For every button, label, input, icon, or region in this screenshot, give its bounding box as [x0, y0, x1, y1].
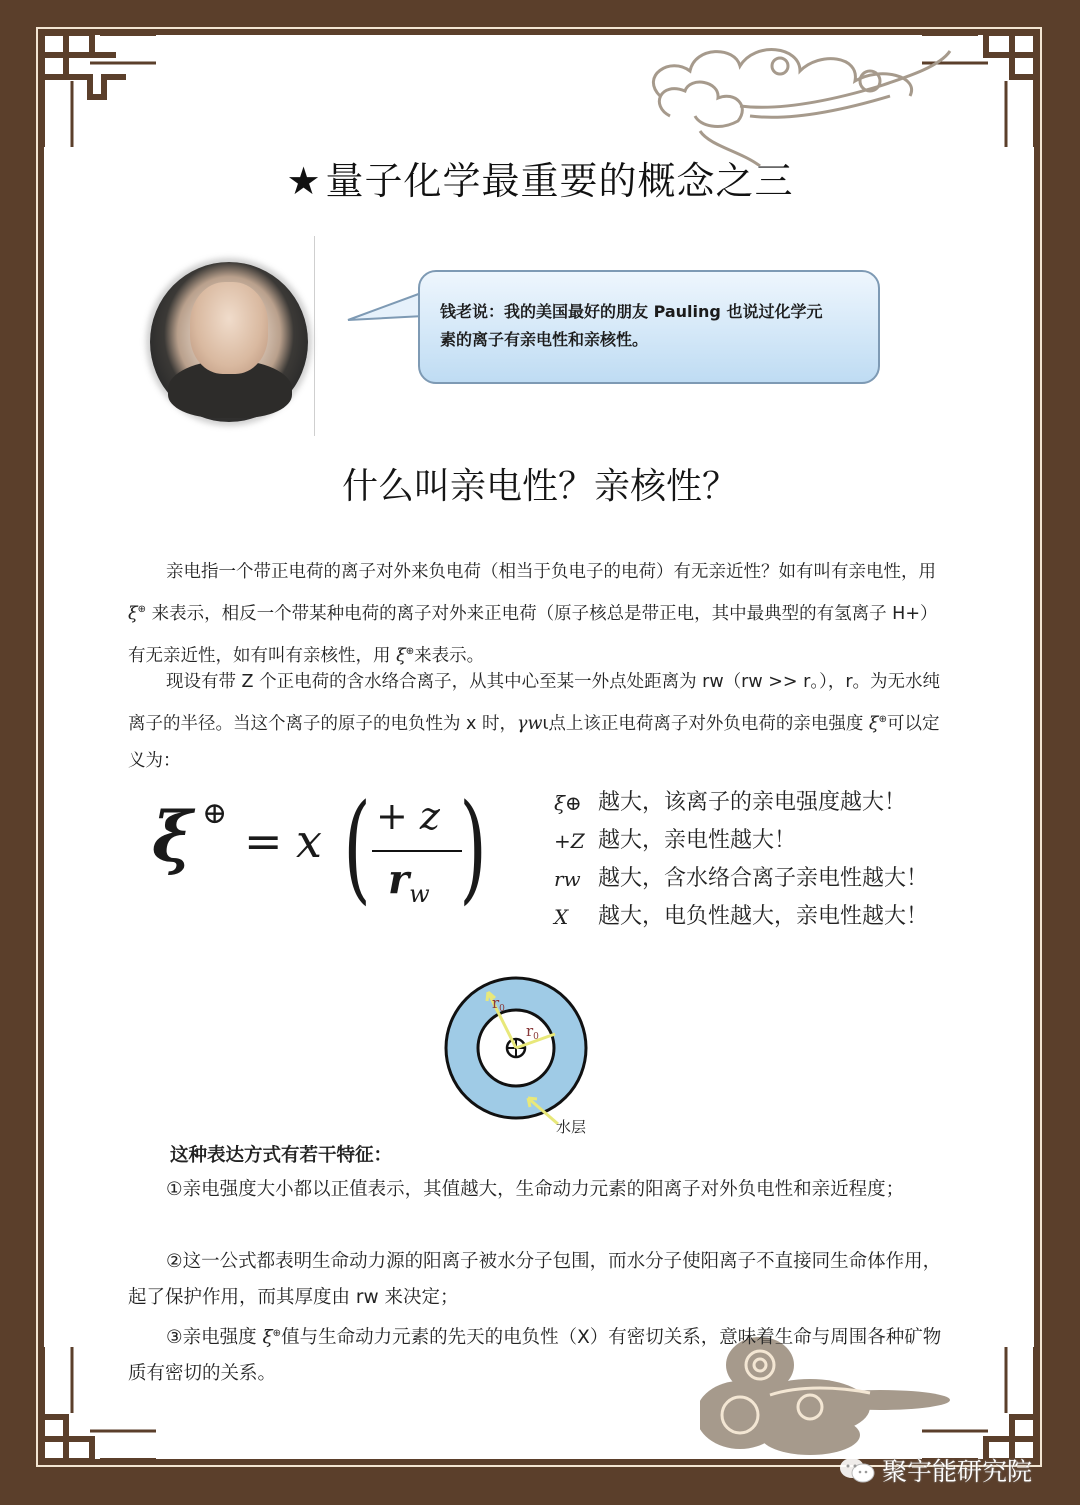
feature-item-1	[128, 1172, 958, 1208]
title-text: 量子化学最重要的概念之三	[325, 159, 794, 203]
features-heading: 这种表达方式有若干特征：	[170, 1145, 393, 1166]
formula-fraction-bar	[372, 850, 462, 852]
section-heading: 什么叫亲电性？亲核性？	[341, 466, 738, 507]
feature-text-b: 值与生命动力元素的先天的电负性（X）有密切关系，意味着生命与周围各种矿物质有密切的关系。	[128, 1327, 942, 1385]
paragraph1-text-a: 亲电指一个带正电荷的离子对外来负电荷（相当于负电子的电荷）有无亲近性？如有叫有亲电性，用	[166, 562, 936, 582]
portrait-face	[190, 282, 268, 374]
formula-denominator	[388, 856, 430, 908]
explanation-item	[554, 898, 994, 936]
divider-vertical	[314, 236, 315, 436]
paragraph2-text-b: ι点上该正电荷离子对外负电荷的亲电强度	[542, 713, 869, 734]
formula-right-paren: )	[459, 778, 487, 916]
formula-oplus: ⊕	[202, 796, 228, 831]
explanation-symbol: ξ⊕	[554, 791, 582, 815]
cloud-ornament-top	[640, 36, 960, 166]
water-layer-label: 水层	[556, 1118, 587, 1136]
wechat-icon	[838, 1456, 876, 1484]
xi-symbol: ξ	[262, 1327, 273, 1349]
paragraph2-text-c: 可以定义为：	[128, 713, 940, 771]
paragraph2-text-a: 现设有带 Z 个正电荷的含水络合离子，从其中心至某一外点处距离为 rw（rw >> r。），r。为无水纯离子的半径。当这个离子的原子的电负性为 x 时，	[128, 672, 941, 734]
explanation-symbol: +Z	[554, 829, 585, 853]
explanation-item	[554, 860, 994, 898]
explanation-symbol: rw	[554, 867, 581, 891]
xi-symbol: ξ	[128, 603, 138, 624]
formula-coefficient-x: x	[296, 814, 322, 868]
watermark-text: 聚宇能研究院	[882, 1457, 1033, 1486]
speech-bubble-tail	[346, 290, 426, 330]
paragraph1-text-b: 来表示，相反一个带某种电荷的离子对外来正电荷（原子核总是带正电，其中最典型的有氢离子 H+）有无亲近性，如有叫有亲核性，用	[128, 603, 938, 666]
star-icon: ★	[286, 159, 322, 203]
formula-equals: =	[244, 814, 283, 868]
formula-numerator: + z	[376, 794, 440, 838]
quote-line-2: 素的离子有亲电性和亲核性。	[440, 330, 649, 349]
explanation-item	[554, 784, 994, 822]
portrait-photo	[150, 262, 308, 422]
page-title	[0, 150, 1080, 205]
explanation-text: 越大，该离子的亲电强度越大！	[598, 790, 907, 815]
feature-text-a: ③亲电强度	[166, 1327, 263, 1349]
oplus-superscript: ⊕	[137, 604, 147, 615]
oplus-superscript: ⊕	[272, 1328, 282, 1339]
feature-text: ②这一公式都表明生命动力源的阳离子被水分子包围，而水分子使阳离子不直接同生命体作用，起了保护作用，而其厚度由 rw 来决定；	[128, 1251, 942, 1308]
oplus-superscript: ⊕	[878, 714, 887, 725]
hydrated-ion-diagram	[440, 976, 620, 1141]
explanation-text: 越大，亲电性越大！	[598, 828, 797, 853]
oplus-superscript: ⊕	[405, 645, 415, 657]
inner-radius-label: $r_0$	[526, 1022, 539, 1042]
xi-symbol: ξ	[396, 645, 406, 666]
formula-explanation-list	[554, 784, 994, 936]
electrophilic-strength-formula	[148, 778, 508, 924]
paragraph-electrophilic-definition	[128, 554, 952, 675]
quote-line-1: 钱老说：我的美国最好的朋友 Pauling 也说过化学元	[440, 302, 823, 321]
feature-item-2	[128, 1244, 958, 1316]
paragraph1-text-c: 来表示。	[414, 645, 485, 666]
outer-radius-label: $r_0$	[492, 994, 505, 1014]
explanation-text: 越大，含水络合离子亲电性越大！	[598, 866, 929, 891]
formula-left-paren: (	[343, 778, 371, 916]
gamma-w-symbol: γw	[516, 713, 543, 734]
corner-ornament-top-left	[36, 27, 156, 147]
explanation-symbol: X	[554, 905, 569, 929]
explanation-text: 越大，电负性越大，亲电性越大！	[598, 904, 929, 929]
paragraph-definition-setup	[128, 664, 952, 780]
feature-text: ①亲电强度大小都以正值表示，其值越大，生命动力元素的阳离子对外负电性和亲近程度；	[166, 1179, 905, 1200]
explanation-item	[554, 822, 994, 860]
denominator-sub-w: w	[409, 880, 430, 908]
speech-bubble	[418, 270, 880, 384]
denominator-r: r	[388, 856, 410, 903]
feature-item-3	[128, 1316, 958, 1392]
xi-symbol: ξ	[868, 713, 879, 734]
wechat-watermark	[838, 1452, 1032, 1488]
formula-xi: ξ	[152, 798, 193, 878]
